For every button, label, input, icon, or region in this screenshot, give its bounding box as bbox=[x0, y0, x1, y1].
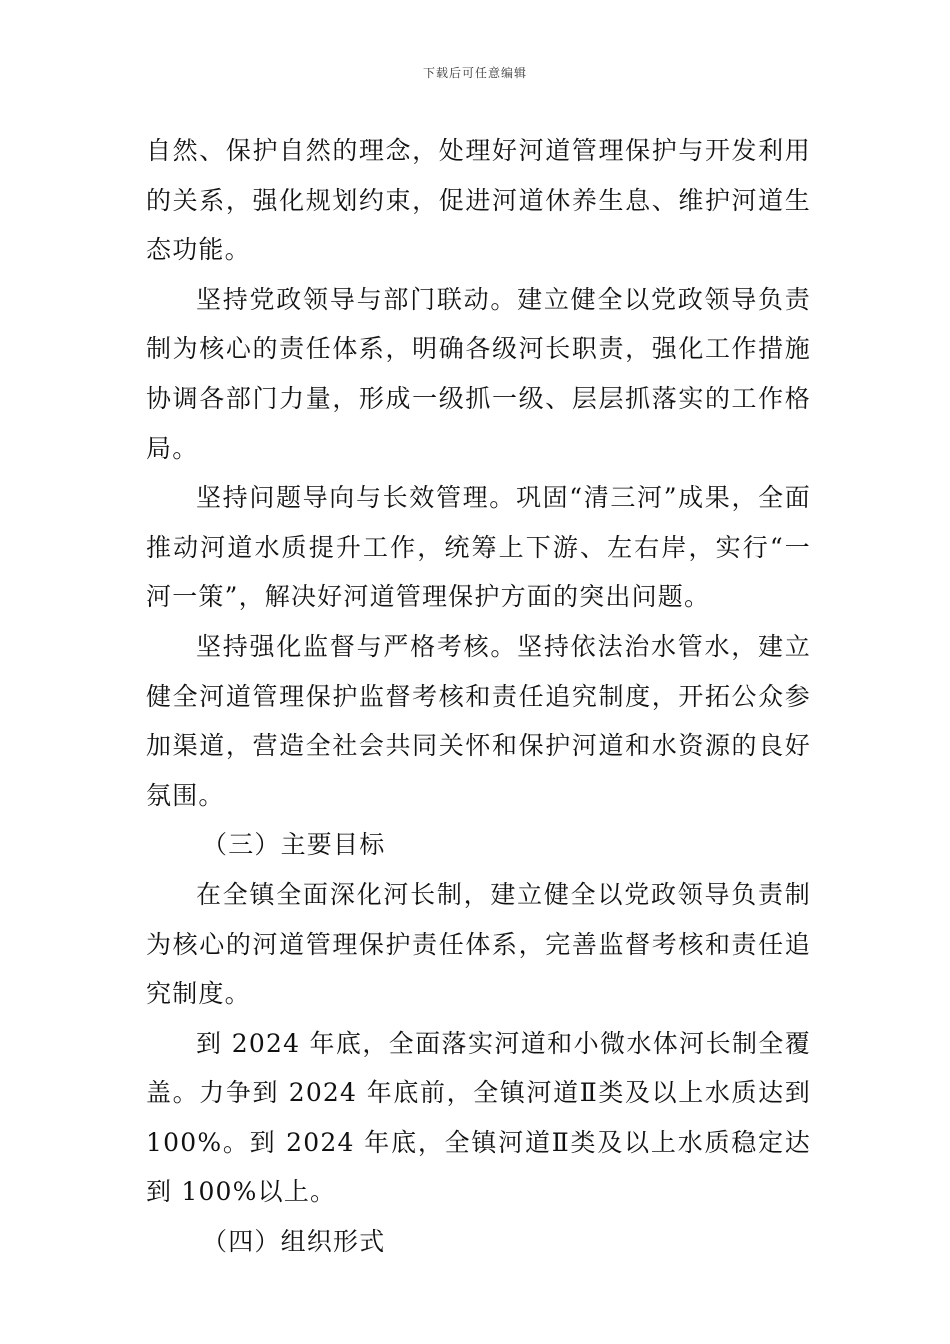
section-heading-organization: （四）组织形式 bbox=[202, 1227, 386, 1257]
page-header: 下载后可任意编辑 bbox=[422, 66, 527, 80]
paragraph-problem-oriented: 坚持问题导向与长效管理。巩固“清三河”成果，全面推动河道水质提升工作，统筹上下游、左右岸，实行“一河一策”，解决好河道管理保护方面的突出问题。 bbox=[146, 483, 811, 612]
paragraph-supervision: 坚持强化监督与严格考核。坚持依法治水管水，建立健全河道管理保护监督考核和责任追究制度，开拓公众参加渠道，营造全社会共同关怀和保护河道和水资源的良好氛围。 bbox=[146, 631, 811, 810]
document-body bbox=[146, 126, 811, 1267]
paragraph-party-leadership: 坚持党政领导与部门联动。建立健全以党政领导负责制为核心的责任体系，明确各级河长职责，强化工作措施协调各部门力量，形成一级抓一级、层层抓落实的工作格局。 bbox=[146, 284, 811, 463]
paragraph-goals-targets: 到 2024 年底，全面落实河道和小微水体河长制全覆盖。力争到 2024 年底前，全镇河道Ⅱ类及以上水质达到 100%。到 2024 年底，全镇河道Ⅱ类及以上水质稳定达到 100%以上。 bbox=[146, 1028, 811, 1207]
section-heading-main-goals: （三）主要目标 bbox=[202, 830, 386, 860]
paragraph-goals-overview: 在全镇全面深化河长制，建立健全以党政领导负责制为核心的河道管理保护责任体系，完善监督考核和责任追究制度。 bbox=[146, 879, 811, 1009]
paragraph-ecology: 自然、保护自然的理念，处理好河道管理保护与开发利用的关系，强化规划约束，促进河道休养生息、维护河道生态功能。 bbox=[146, 136, 811, 265]
